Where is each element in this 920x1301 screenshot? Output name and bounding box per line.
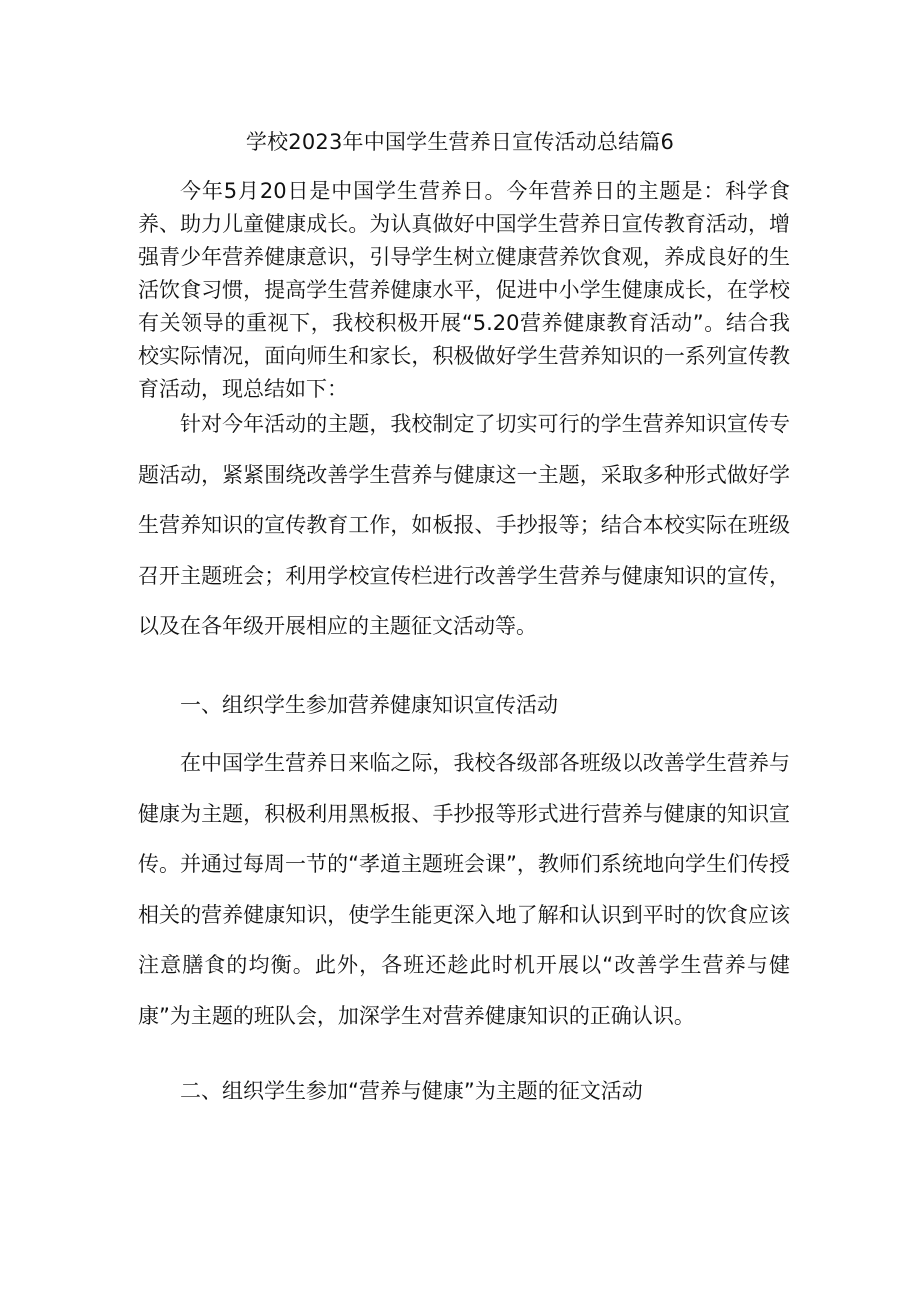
- paragraph-activity-overview: 针对今年活动的主题，我校制定了切实可行的学生营养知识宣传专题活动，紧紧围绕改善学生营养与健康这一主题，采取多种形式做好学生营养知识的宣传教育工作，如板报、手抄报等；结合本校实际在班级召开主题班会；利用学校宣传栏进行改善学生营养与健康知识的宣传，以及在各年级开展相应的主题征文活动等。: [138, 412, 790, 638]
- section-heading-1: 一、组织学生参加营养健康知识宣传活动: [180, 693, 558, 717]
- document-title: 学校2023年中国学生营养日宣传活动总结篇6: [245, 130, 675, 154]
- section-heading-2: 二、组织学生参加“营养与健康”为主题的征文活动: [180, 1079, 643, 1103]
- paragraph-intro: 今年5月20日是中国学生营养日。今年营养日的主题是：科学食养、助力儿童健康成长。为认真做好中国学生营养日宣传教育活动，增强青少年营养健康意识，引导学生树立健康营养饮食观，养成良好的生活饮食习惯，提高学生营养健康水平，促进中小学生健康成长，在学校有关领导的重视下，我校积极开展“5.20营养健康教育活动”。结合我校实际情况，面向师生和家长，积极做好学生营养知识的一系列宣传教育活动，现总结如下：: [138, 179, 790, 401]
- paragraph-section-1: 在中国学生营养日来临之际，我校各级部各班级以改善学生营养与健康为主题，积极利用黑板报、手抄报等形式进行营养与健康的知识宣传。并通过每周一节的“孝道主题班会课”，教师们系统地向学生们传授相关的营养健康知识，使学生能更深入地了解和认识到平时的饮食应该注意膳食的均衡。此外，各班还趁此时机开展以“改善学生营养与健康”为主题的班队会，加深学生对营养健康知识的正确认识。: [138, 751, 790, 1028]
